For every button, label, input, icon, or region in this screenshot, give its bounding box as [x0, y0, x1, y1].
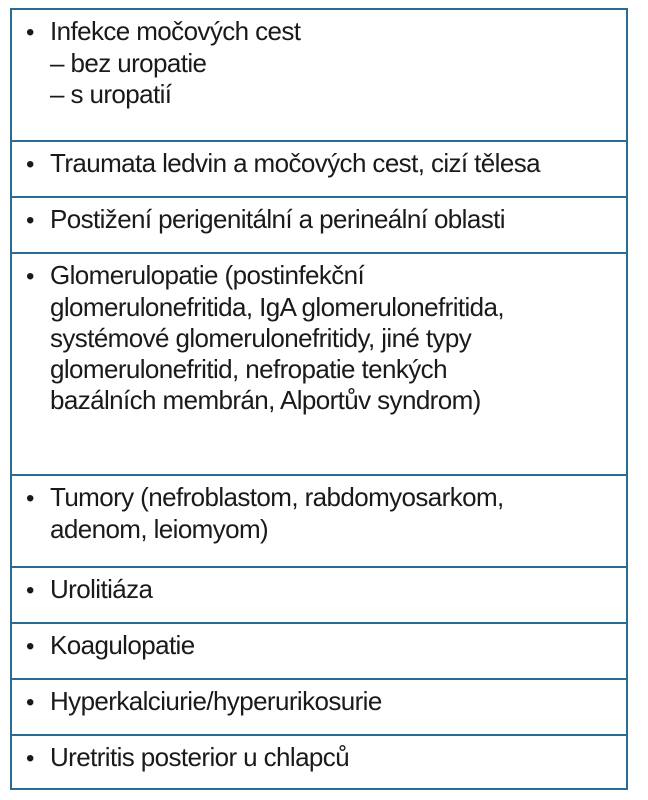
list-item-line: glomerulonefritid, nefropatie tenkých — [50, 354, 447, 384]
list-item-line: bazálních membrán, Alportův syndrom) — [50, 385, 481, 415]
list-subitem-line: – s uropatií — [50, 79, 172, 109]
table-row — [12, 568, 626, 624]
list-subitem-line: – bez uropatie — [50, 48, 207, 78]
bullet: • — [26, 633, 34, 660]
list-item-line: • Uretritis posterior u chlapců — [26, 742, 350, 772]
table-row — [12, 736, 626, 788]
bullet: • — [26, 577, 34, 604]
table-row — [12, 142, 626, 198]
list-item-line: • Urolitiáza — [26, 574, 153, 604]
list-item-line: adenom, leiomyom) — [50, 514, 269, 544]
list-item-line: glomerulonefritida, IgA glomerulonefritida, — [50, 292, 505, 322]
bullet: • — [26, 263, 34, 290]
bullet: • — [26, 745, 34, 772]
list-item-line: systémové glomerulonefritidy, jiné typy — [50, 323, 472, 353]
bullet: • — [26, 207, 34, 234]
list-item-line: • Traumata ledvin a močových cest, cizí tělesa — [26, 148, 540, 178]
table-row — [12, 254, 626, 476]
bullet: • — [26, 19, 34, 46]
table-row — [12, 198, 626, 254]
bullet: • — [26, 689, 34, 716]
table-row — [12, 476, 626, 568]
list-item-line: • Infekce močových cest — [26, 16, 301, 46]
list-item-line: • Postižení perigenitální a perineální oblasti — [26, 204, 505, 234]
table-row — [12, 680, 626, 736]
list-item-line: • Hyperkalciurie/hyperurikosurie — [26, 686, 382, 716]
bullet: • — [26, 151, 34, 178]
table-row — [12, 10, 626, 142]
list-item-line: • Glomerulopatie (postinfekční — [26, 260, 365, 290]
bullet: • — [26, 485, 34, 512]
table-row — [12, 624, 626, 680]
list-item-line: • Koagulopatie — [26, 630, 195, 660]
hematuria-causes-table — [10, 8, 628, 790]
list-item-line: • Tumory (nefroblastom, rabdomyosarkom, — [26, 482, 504, 512]
